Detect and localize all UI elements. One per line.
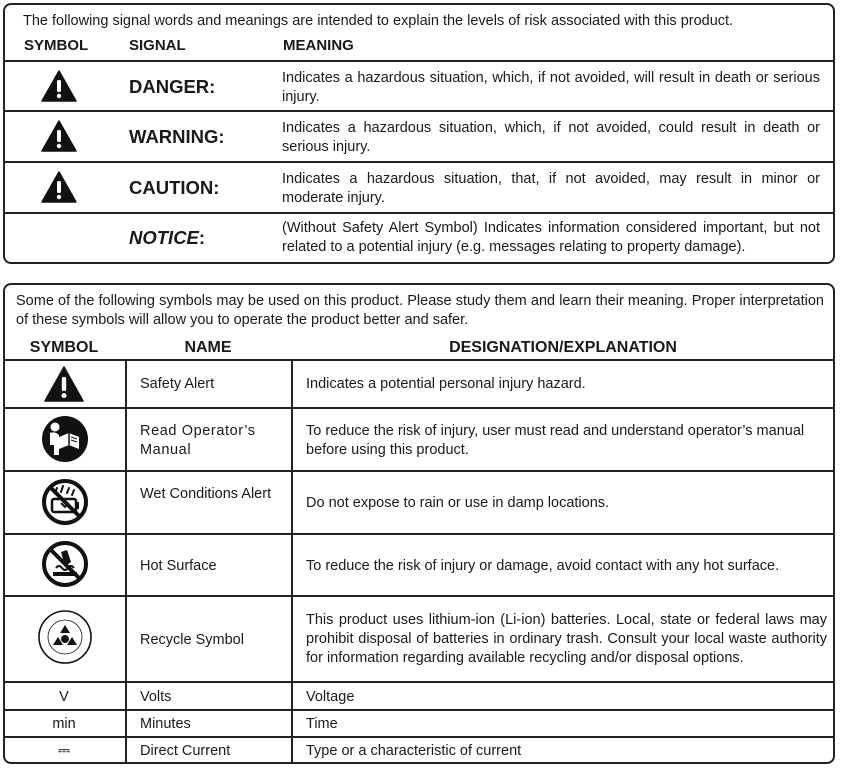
row-divider (5, 212, 833, 214)
symbol-name: Hot Surface (140, 558, 217, 574)
symbol-designation: To reduce the risk of injury or damage, avoid contact with any hot surface. (306, 558, 780, 574)
meaning-text: (Without Safety Alert Symbol) Indicates information considered important, but not related to a potential injury (e.g. messages relating to property damage). (282, 220, 820, 255)
meaning-text: Indicates a hazardous situation, which, if not avoided, will result in death or serious injury. (282, 70, 820, 105)
column-divider (125, 359, 127, 764)
header-name: NAME (184, 339, 232, 356)
symbol-name: Direct Current (140, 743, 231, 759)
header-signal: SIGNAL (129, 37, 186, 54)
row-divider (5, 110, 833, 112)
row-divider (5, 60, 833, 62)
symbol-name: Volts (140, 689, 172, 705)
symbol-designation: This product uses lithium-ion (Li-ion) batteries. Local, state or federal laws may prohibit disposal of batteries in ordinary trash. Consult your local waste authority for information regarding available recycling and/or disposal options. (306, 612, 827, 666)
signal-word-danger: DANGER: (129, 76, 216, 97)
signal-word-caution: CAUTION: (129, 177, 220, 198)
signal-words-table (3, 3, 835, 264)
symbol-table-intro: Some of the following symbols may be used on this product. Please study them and learn their meaning. Proper interpretation of these symbols will allow you to operate the product better and safer. (16, 293, 824, 328)
row-divider (5, 359, 833, 361)
row-divider (5, 736, 833, 738)
notice-word: NOTICE (129, 227, 199, 248)
row-divider (5, 681, 833, 683)
direct-current-icon: ⎓ (58, 743, 70, 759)
signal-word-warning: WARNING: (129, 126, 225, 147)
symbol-text: V (59, 689, 69, 705)
header-symbol: SYMBOL (29, 339, 99, 356)
symbol-designation: Time (306, 716, 338, 732)
read-manual-icon (41, 415, 89, 463)
wet-conditions-icon (41, 478, 89, 526)
safety-alert-triangle-icon (44, 366, 84, 402)
safety-alert-triangle-icon (41, 120, 77, 152)
row-divider (5, 470, 833, 472)
meaning-text: Indicates a hazardous situation, that, if not avoided, may result in minor or moderate injury. (282, 171, 820, 206)
header-designation: DESIGNATION/EXPLANATION (449, 339, 677, 356)
row-divider (5, 709, 833, 711)
symbol-designation: Voltage (306, 689, 355, 705)
notice-colon: : (198, 227, 206, 248)
row-divider (5, 595, 833, 597)
safety-alert-triangle-icon (41, 171, 77, 203)
safety-alert-triangle-icon (41, 70, 77, 102)
row-divider (5, 533, 833, 535)
symbol-name: Minutes (140, 716, 191, 732)
symbol-name: Safety Alert (140, 376, 215, 392)
symbol-designation: To reduce the risk of injury, user must read and understand operator’s manual before using this product. (306, 423, 805, 458)
meaning-text: Indicates a hazardous situation, which, if not avoided, could result in death or serious injury. (282, 120, 820, 155)
symbols-table (3, 283, 835, 764)
symbol-name: Wet Conditions Alert (140, 486, 272, 502)
header-meaning: MEANING (283, 37, 354, 54)
signal-word-notice (129, 227, 205, 249)
symbol-designation: Do not expose to rain or use in damp locations. (306, 495, 610, 511)
symbol-designation: Indicates a potential personal injury hazard. (306, 376, 586, 392)
symbol-text: min (52, 716, 76, 732)
symbol-name: Recycle Symbol (140, 632, 244, 648)
symbol-designation: Type or a characteristic of current (306, 743, 522, 759)
symbol-name: Read Operator’s Manual (140, 423, 256, 458)
recycle-seal-icon (37, 609, 93, 665)
row-divider (5, 407, 833, 409)
signal-table-intro: The following signal words and meanings are intended to explain the levels of risk associated with this product. (23, 13, 734, 29)
hot-surface-icon (41, 540, 89, 588)
header-symbol: SYMBOL (24, 37, 89, 54)
row-divider (5, 161, 833, 163)
column-divider (291, 359, 293, 764)
